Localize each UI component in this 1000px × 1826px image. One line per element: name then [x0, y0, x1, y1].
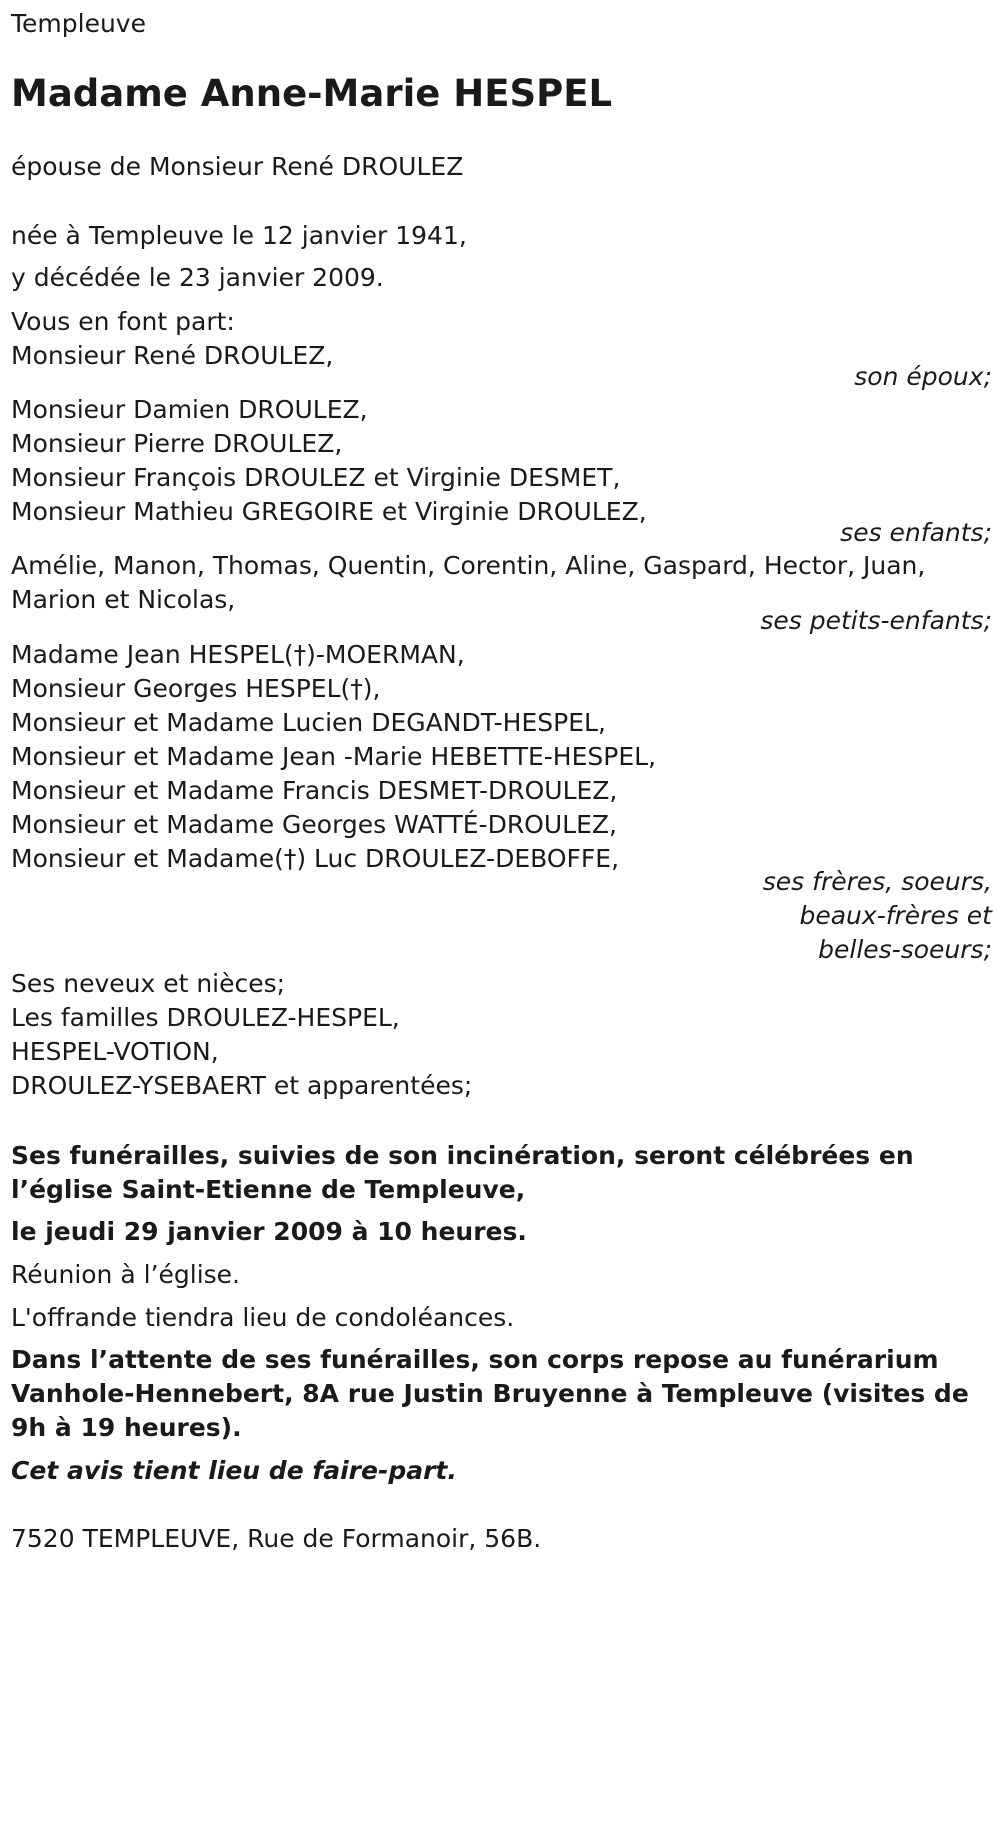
funeral-info: l’église Saint-Etienne de Templeuve,: [11, 1175, 526, 1204]
spouse-relation: son époux;: [854, 362, 992, 391]
meeting-line: Réunion à l’église.: [11, 1260, 241, 1289]
grandchildren-names: Amélie, Manon, Thomas, Quentin, Corentin, Aline, Gaspard, Hector, Juan,: [11, 551, 926, 580]
siblings-relation: beaux-frères et: [799, 901, 992, 930]
siblings-relation: ses frères, soeurs,: [762, 867, 992, 896]
sibling-name: Madame Jean HESPEL(†)-MOERMAN,: [11, 640, 465, 669]
sibling-name: Monsieur et Madame Francis DESMET-DROULEZ,: [11, 776, 618, 805]
address-line: 7520 TEMPLEUVE, Rue de Formanoir, 56B.: [11, 1524, 542, 1553]
spouse-line: épouse de Monsieur René DROULEZ: [11, 152, 464, 181]
city-heading: Templeuve: [11, 9, 146, 38]
notice-line: Cet avis tient lieu de faire-part.: [11, 1456, 457, 1485]
other-relatives: Ses neveux et nièces;: [11, 969, 286, 998]
repose-info: 9h à 19 heures).: [11, 1413, 242, 1442]
grandchildren-relation: ses petits-enfants;: [760, 606, 992, 635]
offering-line: L'offrande tiendra lieu de condoléances.: [11, 1303, 515, 1332]
sibling-name: Monsieur et Madame Lucien DEGANDT-HESPEL,: [11, 708, 606, 737]
sibling-name: Monsieur et Madame(†) Luc DROULEZ-DEBOFFE,: [11, 844, 620, 873]
child-name: Monsieur François DROULEZ et Virginie DESMET,: [11, 463, 621, 492]
deceased-name: Madame Anne-Marie HESPEL: [11, 72, 613, 115]
funeral-date: le jeudi 29 janvier 2009 à 10 heures.: [11, 1217, 527, 1246]
grandchildren-names: Marion et Nicolas,: [11, 585, 236, 614]
spouse-name: Monsieur René DROULEZ,: [11, 341, 334, 370]
sibling-name: Monsieur et Madame Jean -Marie HEBETTE-HESPEL,: [11, 742, 657, 771]
other-relatives: HESPEL-VOTION,: [11, 1037, 219, 1066]
repose-info: Vanhole-Hennebert, 8A rue Justin Bruyenne à Templeuve (visites de: [11, 1379, 969, 1408]
announcement-intro: Vous en font part:: [11, 307, 235, 336]
siblings-relation: belles-soeurs;: [818, 935, 992, 964]
child-name: Monsieur Pierre DROULEZ,: [11, 429, 343, 458]
death-line: y décédée le 23 janvier 2009.: [11, 263, 384, 292]
birth-line: née à Templeuve le 12 janvier 1941,: [11, 221, 467, 250]
child-name: Monsieur Mathieu GREGOIRE et Virginie DROULEZ,: [11, 497, 647, 526]
other-relatives: DROULEZ-YSEBAERT et apparentées;: [11, 1071, 473, 1100]
child-name: Monsieur Damien DROULEZ,: [11, 395, 368, 424]
sibling-name: Monsieur Georges HESPEL(†),: [11, 674, 381, 703]
sibling-name: Monsieur et Madame Georges WATTÉ-DROULEZ,: [11, 810, 617, 839]
children-relation: ses enfants;: [840, 518, 992, 547]
other-relatives: Les familles DROULEZ-HESPEL,: [11, 1003, 400, 1032]
repose-info: Dans l’attente de ses funérailles, son corps repose au funérarium: [11, 1345, 939, 1374]
funeral-info: Ses funérailles, suivies de son incinération, seront célébrées en: [11, 1141, 914, 1170]
